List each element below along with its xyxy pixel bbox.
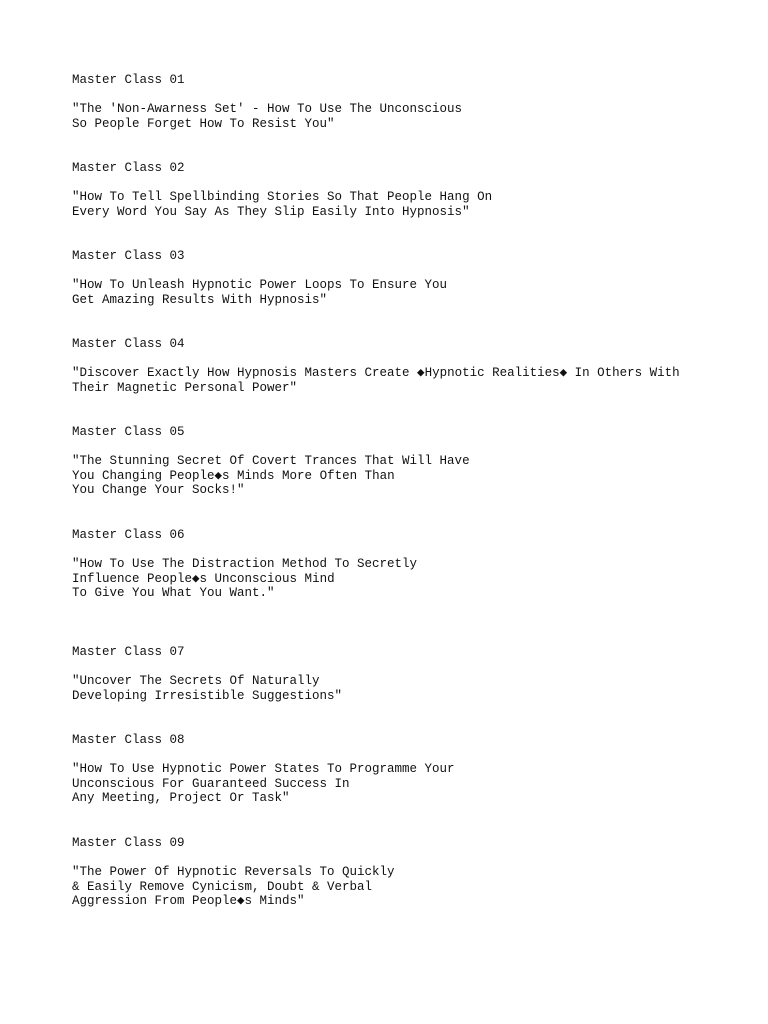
master-class-09 — [72, 836, 752, 909]
master-class-heading: Master Class 03 — [72, 249, 185, 263]
master-class-description-line: Developing Irresistible Suggestions" — [72, 688, 343, 703]
master-class-heading: Master Class 06 — [72, 528, 185, 542]
master-class-description-line: Influence People◆s Unconscious Mind — [72, 571, 335, 586]
master-class-description-line: To Give You What You Want." — [72, 586, 275, 601]
master-class-07 — [72, 645, 752, 703]
master-class-heading: Master Class 07 — [72, 645, 185, 659]
master-class-heading: Master Class 08 — [72, 733, 185, 747]
master-class-description-line: You Changing People◆s Minds More Often Than — [72, 468, 395, 483]
master-class-02 — [72, 161, 752, 219]
master-class-description-line: So People Forget How To Resist You" — [72, 116, 335, 131]
master-class-heading: Master Class 02 — [72, 161, 185, 175]
master-class-heading: Master Class 01 — [72, 73, 185, 87]
master-class-description-line: "How To Unleash Hypnotic Power Loops To Ensure You — [72, 278, 448, 293]
master-class-05 — [72, 425, 752, 498]
master-class-06 — [72, 528, 752, 601]
master-class-08 — [72, 733, 752, 806]
master-class-description-line: "Uncover The Secrets Of Naturally — [72, 674, 320, 689]
master-class-description-line: You Change Your Socks!" — [72, 483, 245, 498]
master-class-description-line: Any Meeting, Project Or Task" — [72, 791, 290, 806]
master-class-description-line: "Discover Exactly How Hypnosis Masters Create ◆Hypnotic Realities◆ In Others With — [72, 366, 680, 381]
master-class-description-line: Every Word You Say As They Slip Easily Into Hypnosis" — [72, 204, 470, 219]
master-class-description-line: "The Stunning Secret Of Covert Trances That Will Have — [72, 454, 470, 469]
master-class-description-line: "How To Tell Spellbinding Stories So That People Hang On — [72, 190, 493, 205]
master-class-heading: Master Class 04 — [72, 337, 185, 351]
master-class-description-line: Get Amazing Results With Hypnosis" — [72, 292, 328, 307]
master-class-description-line: "How To Use The Distraction Method To Secretly — [72, 557, 418, 572]
master-class-description-line: & Easily Remove Cynicism, Doubt & Verbal — [72, 879, 373, 894]
master-class-heading: Master Class 09 — [72, 836, 185, 850]
master-class-04 — [72, 337, 752, 395]
master-class-description-line: "The Power Of Hypnotic Reversals To Quickly — [72, 865, 395, 880]
master-class-description-line: "The 'Non-Awarness Set' - How To Use The Unconscious — [72, 102, 463, 117]
master-class-01 — [72, 73, 752, 131]
master-class-description-line: Aggression From People◆s Minds" — [72, 894, 305, 909]
master-class-description-line: Unconscious For Guaranteed Success In — [72, 776, 350, 791]
master-class-03 — [72, 249, 752, 307]
master-class-heading: Master Class 05 — [72, 425, 185, 439]
master-class-description-line: "How To Use Hypnotic Power States To Programme Your — [72, 762, 455, 777]
master-class-description-line: Their Magnetic Personal Power" — [72, 380, 298, 395]
